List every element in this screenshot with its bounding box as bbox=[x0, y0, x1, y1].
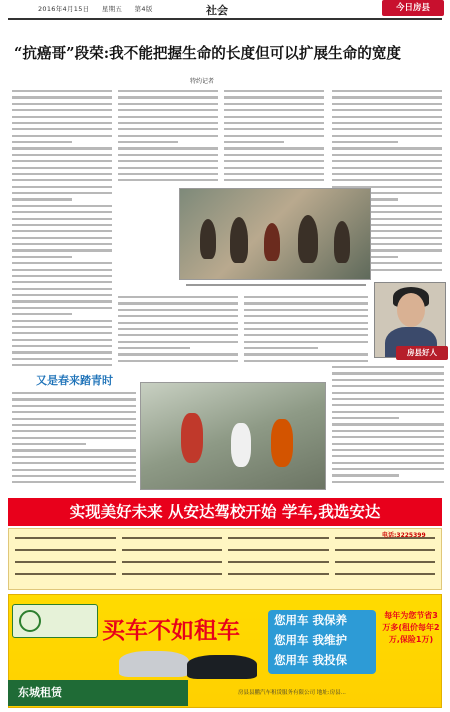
rental-price-note: 每年为您节省3万多(租价每年2万,保险1万) bbox=[382, 611, 440, 644]
text-line bbox=[12, 345, 112, 347]
text-line bbox=[332, 128, 442, 130]
text-line bbox=[332, 398, 444, 400]
text-line bbox=[12, 192, 112, 194]
text-line bbox=[12, 281, 112, 283]
text-line bbox=[332, 103, 442, 105]
rental-slogans bbox=[268, 610, 376, 674]
text-line bbox=[332, 372, 444, 374]
text-line bbox=[12, 449, 136, 451]
text-line bbox=[12, 364, 112, 366]
text-line bbox=[332, 160, 442, 162]
text-line bbox=[12, 358, 112, 360]
text-line bbox=[332, 90, 442, 92]
text-line bbox=[118, 90, 218, 92]
text-line bbox=[12, 224, 112, 226]
text-line bbox=[118, 154, 218, 156]
article-headline: “抗癌哥”段荣:我不能把握生命的长度但可以扩展生命的宽度 bbox=[14, 45, 402, 62]
text-line bbox=[332, 443, 444, 445]
text-line bbox=[12, 481, 136, 483]
text-line bbox=[12, 398, 136, 400]
text-line bbox=[332, 147, 442, 149]
text-line bbox=[118, 328, 238, 330]
text-line bbox=[244, 309, 368, 311]
text-line bbox=[332, 474, 399, 476]
text-line bbox=[118, 109, 218, 111]
text-line bbox=[332, 109, 442, 111]
text-line bbox=[12, 211, 112, 213]
text-line bbox=[12, 173, 112, 175]
text-line bbox=[12, 351, 112, 353]
text-line bbox=[332, 379, 444, 381]
text-line bbox=[118, 135, 218, 137]
text-line bbox=[332, 392, 444, 394]
text-line bbox=[332, 462, 444, 464]
body-column-6 bbox=[244, 296, 368, 372]
text-line bbox=[12, 437, 136, 439]
text-line bbox=[118, 347, 190, 349]
text-line bbox=[118, 147, 218, 149]
text-line bbox=[332, 173, 442, 175]
body-column-3 bbox=[224, 90, 324, 186]
text-line bbox=[12, 294, 112, 296]
text-line bbox=[12, 167, 112, 169]
text-line bbox=[12, 103, 112, 105]
text-line bbox=[12, 256, 72, 258]
text-line bbox=[332, 179, 442, 181]
text-line bbox=[244, 360, 368, 362]
text-line bbox=[332, 455, 444, 457]
text-line bbox=[332, 141, 398, 143]
text-line bbox=[12, 418, 136, 420]
text-line bbox=[224, 167, 324, 169]
text-line bbox=[332, 430, 444, 432]
text-line bbox=[332, 385, 444, 387]
story2-photo bbox=[140, 382, 326, 490]
text-line bbox=[244, 322, 368, 324]
slogan-2: 您用车 我维护 bbox=[274, 633, 348, 647]
text-line bbox=[12, 307, 112, 309]
text-line bbox=[118, 103, 218, 105]
header-rule bbox=[8, 18, 442, 20]
text-line bbox=[12, 243, 112, 245]
text-line bbox=[244, 334, 368, 336]
text-line bbox=[118, 128, 218, 130]
text-line bbox=[332, 404, 444, 406]
text-line bbox=[12, 475, 136, 477]
issue-page: 第4版 bbox=[134, 5, 153, 13]
text-line bbox=[224, 154, 324, 156]
good-person-tag: 房县好人 bbox=[396, 346, 448, 360]
text-line bbox=[12, 147, 112, 149]
text-line bbox=[118, 315, 238, 317]
issue-date: 2016年4月15日 bbox=[38, 5, 90, 13]
text-line bbox=[118, 353, 238, 355]
rental-company-logo bbox=[12, 604, 98, 638]
text-line bbox=[12, 122, 112, 124]
text-line bbox=[244, 296, 368, 298]
text-line bbox=[118, 360, 238, 362]
text-line bbox=[244, 341, 368, 343]
text-line bbox=[12, 116, 112, 118]
text-line bbox=[12, 205, 112, 207]
text-line bbox=[12, 198, 72, 200]
text-line bbox=[224, 103, 324, 105]
text-line bbox=[12, 135, 112, 137]
text-line bbox=[12, 339, 112, 341]
text-line bbox=[224, 173, 324, 175]
text-line bbox=[224, 90, 324, 92]
issue-weekday: 星期五 bbox=[101, 5, 123, 13]
text-line bbox=[12, 128, 112, 130]
text-line bbox=[12, 456, 136, 458]
text-line bbox=[224, 179, 324, 181]
issue-meta bbox=[38, 4, 163, 13]
text-line bbox=[118, 334, 238, 336]
text-line bbox=[332, 135, 442, 137]
text-line bbox=[332, 96, 442, 98]
article-photo bbox=[179, 188, 371, 280]
text-line bbox=[12, 405, 136, 407]
text-line bbox=[12, 288, 112, 290]
text-line bbox=[12, 154, 112, 156]
rental-company-address: 房县县鹏汽车租赁服务有限公司 地址:房县... bbox=[238, 690, 346, 696]
text-line bbox=[332, 154, 442, 156]
text-line bbox=[244, 315, 368, 317]
text-line bbox=[12, 320, 112, 322]
text-line bbox=[12, 443, 86, 445]
text-line bbox=[224, 141, 284, 143]
text-line bbox=[12, 160, 112, 162]
text-line bbox=[224, 122, 324, 124]
driving-school-ad-body bbox=[8, 528, 442, 590]
text-line bbox=[118, 122, 218, 124]
body-column-7 bbox=[332, 366, 444, 492]
slogan-3: 您用车 我投保 bbox=[274, 653, 348, 667]
driving-school-ad-headline: 实现美好未来 从安达驾校开始 学车,我选安达 bbox=[8, 498, 442, 526]
text-line bbox=[118, 96, 218, 98]
text-line bbox=[332, 417, 399, 419]
text-line bbox=[118, 141, 178, 143]
text-line bbox=[12, 230, 112, 232]
text-line bbox=[12, 430, 136, 432]
story2-text bbox=[12, 392, 136, 488]
slogan-1: 您用车 我保养 bbox=[274, 613, 348, 627]
text-line bbox=[332, 122, 442, 124]
text-line bbox=[12, 249, 112, 251]
body-column-1 bbox=[12, 90, 112, 372]
text-line bbox=[332, 116, 442, 118]
text-line bbox=[118, 173, 218, 175]
story2-title: 又是春来踏青时 bbox=[36, 374, 113, 387]
text-line bbox=[12, 300, 112, 302]
text-line bbox=[12, 313, 72, 315]
text-line bbox=[224, 128, 324, 130]
photo-caption-line bbox=[186, 284, 366, 286]
text-line bbox=[224, 135, 324, 137]
text-line bbox=[224, 147, 324, 149]
text-line bbox=[244, 353, 368, 355]
rental-ad-title: 买车不如租车 bbox=[102, 617, 240, 644]
text-line bbox=[244, 302, 368, 304]
article-byline: 特约记者 bbox=[190, 78, 215, 85]
text-line bbox=[244, 328, 368, 330]
text-line bbox=[12, 109, 112, 111]
text-line bbox=[332, 167, 442, 169]
text-line bbox=[12, 275, 112, 277]
driving-school-phone: 电话:3225399 bbox=[382, 532, 426, 539]
text-line bbox=[12, 96, 112, 98]
text-line bbox=[244, 347, 318, 349]
text-line bbox=[332, 481, 444, 483]
text-line bbox=[332, 436, 444, 438]
body-column-2 bbox=[118, 90, 218, 186]
text-line bbox=[118, 160, 218, 162]
text-line bbox=[118, 322, 238, 324]
text-line bbox=[12, 392, 136, 394]
text-line bbox=[12, 462, 136, 464]
text-line bbox=[12, 218, 112, 220]
body-column-5 bbox=[118, 296, 238, 372]
text-line bbox=[224, 109, 324, 111]
text-line bbox=[118, 167, 218, 169]
text-line bbox=[332, 468, 444, 470]
text-line bbox=[12, 411, 136, 413]
text-line bbox=[224, 116, 324, 118]
text-line bbox=[118, 179, 218, 181]
newspaper-brand-logo: 今日房县 bbox=[382, 0, 444, 16]
text-line bbox=[332, 366, 444, 368]
text-line bbox=[12, 269, 112, 271]
text-line bbox=[12, 179, 112, 181]
text-line bbox=[12, 332, 112, 334]
text-line bbox=[332, 423, 444, 425]
text-line bbox=[332, 449, 444, 451]
text-line bbox=[224, 96, 324, 98]
text-line bbox=[12, 90, 112, 92]
text-line bbox=[224, 160, 324, 162]
text-line bbox=[118, 116, 218, 118]
text-line bbox=[12, 469, 136, 471]
text-line bbox=[12, 424, 136, 426]
text-line bbox=[12, 262, 112, 264]
text-line bbox=[332, 411, 444, 413]
rental-company-name: 东城租赁 bbox=[8, 680, 188, 706]
text-line bbox=[118, 309, 238, 311]
text-line bbox=[118, 341, 238, 343]
text-line bbox=[12, 237, 112, 239]
text-line bbox=[12, 326, 112, 328]
text-line bbox=[118, 302, 238, 304]
text-line bbox=[12, 186, 112, 188]
text-line bbox=[12, 141, 72, 143]
section-title: 社会 bbox=[206, 4, 228, 17]
text-line bbox=[118, 296, 238, 298]
